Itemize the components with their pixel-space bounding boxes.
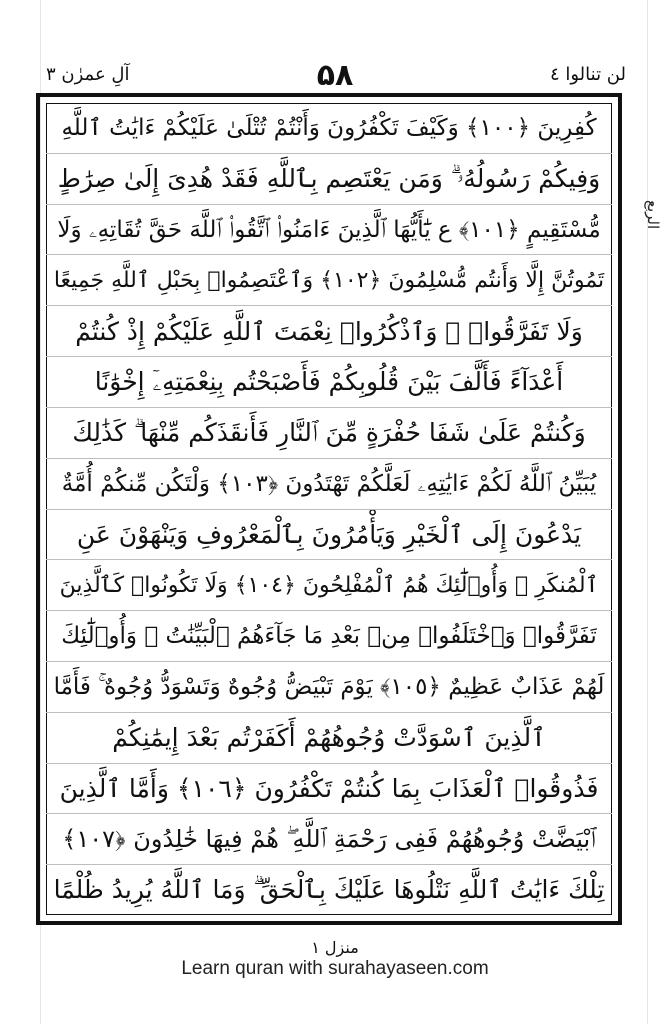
verse-line: أَعْدَآءً فَأَلَّفَ بَيْنَ قُلُوبِكُمْ فَأَصْبَحْتُم بِنِعْمَتِهِۦٓ إِخْوَٰنًا — [46, 357, 612, 408]
verse-line: وَفِيكُمْ رَسُولُهُۥ ۗ وَمَن يَعْتَصِم بِٱللَّهِ فَقَدْ هُدِىَ إِلَىٰ صِرَٰطٍ — [46, 154, 612, 205]
rub-marker: الربع — [644, 200, 662, 230]
text-frame — [36, 93, 622, 925]
verse-line: تِلْكَ ءَايَٰتُ ٱللَّهِ نَتْلُوهَا عَلَيْكَ بِٱلْحَقِّ ۗ وَمَا ٱللَّهُ يُرِيدُ ظُلْمًا — [53, 875, 605, 905]
verse-line: لَهُمْ عَذَابٌ عَظِيمٌ ﴿١٠٥﴾ يَوْمَ تَبْيَضُّ وُجُوهٌ وَتَسْوَدُّ وُجُوهٌ ۚ فَأَمَّا — [46, 662, 612, 713]
verse-line: يُبَيِّنُ ٱللَّهُ لَكُمْ ءَايَٰتِهِۦ لَعَلَّكُمْ تَهْتَدُونَ ﴿١٠٣﴾ وَلْتَكُن مِّنكُمْ أُمَّةٌ — [46, 459, 612, 510]
website-credit: Learn quran with surahayaseen.com — [181, 958, 489, 979]
verse-line: مُّسْتَقِيمٍ ﴿١٠١﴾ ع يَٰٓأَيُّهَا ٱلَّذِينَ ءَامَنُوا۟ ٱتَّقُوا۟ ٱللَّهَ حَقَّ تُقَاتِهِۦ وَلَا — [46, 205, 612, 256]
page-header — [40, 56, 630, 96]
page-number: ۵۸ — [316, 58, 354, 93]
verse-line: ٱبْيَضَّتْ وُجُوهُهُمْ فَفِى رَحْمَةِ ٱللَّهِ ۖ هُمْ فِيهَا خَٰلِدُونَ ﴿١٠٧﴾ — [46, 814, 612, 865]
verse-line: تَمُوتُنَّ إِلَّا وَأَنتُم مُّسْلِمُونَ ﴿١٠٢﴾ وَٱعْتَصِمُوا۟ بِحَبْلِ ٱللَّهِ جَمِيعًا — [46, 255, 612, 306]
para-name: لن تنالوا ٤ — [549, 64, 626, 85]
verse-line: كُفِرِينَ ﴿١٠٠﴾ وَكَيْفَ تَكْفُرُونَ وَأَنْتُمْ تُتْلَىٰ عَلَيْكُمْ ءَايَٰتُ ٱللَّهِ — [46, 103, 612, 154]
verse-lines — [46, 103, 612, 915]
surah-name: آلِ عمرٰن ٣ — [46, 64, 130, 85]
manzil-label: منزل ١ — [311, 938, 359, 957]
verse-line: وَكُنتُمْ عَلَىٰ شَفَا حُفْرَةٍ مِّنَ ٱلنَّارِ فَأَنقَذَكُم مِّنْهَا ۗ كَذَٰلِكَ — [46, 408, 612, 459]
verse-line: ٱلَّذِينَ ٱسْوَدَّتْ وُجُوهُهُمْ أَكَفَرْتُم بَعْدَ إِيمَٰنِكُمْ — [46, 713, 612, 764]
verse-line: وَلَا تَفَرَّقُوا۟ ۚ وَٱذْكُرُوا۟ نِعْمَتَ ٱللَّهِ عَلَيْكُمْ إِذْ كُنتُمْ — [46, 306, 612, 357]
verse-line: فَذُوقُوا۟ ٱلْعَذَابَ بِمَا كُنتُمْ تَكْفُرُونَ ﴿١٠٦﴾ وَأَمَّا ٱلَّذِينَ — [46, 764, 612, 815]
verse-line: تَفَرَّقُوا۟ وَٱخْتَلَفُوا۟ مِنۢ بَعْدِ مَا جَآءَهُمُ ٱلْبَيِّنَٰتُ ۚ وَأُو۟لَٰٓئِكَ — [46, 611, 612, 662]
verse-line: ٱلْمُنكَرِ ۚ وَأُو۟لَٰٓئِكَ هُمُ ٱلْمُفْلِحُونَ ﴿١٠٤﴾ وَلَا تَكُونُوا۟ كَٱلَّذِينَ — [46, 560, 612, 611]
page-edge-right — [647, 0, 648, 1024]
verse-line: يَدْعُونَ إِلَى ٱلْخَيْرِ وَيَأْمُرُونَ بِٱلْمَعْرُوفِ وَيَنْهَوْنَ عَنِ — [46, 510, 612, 561]
